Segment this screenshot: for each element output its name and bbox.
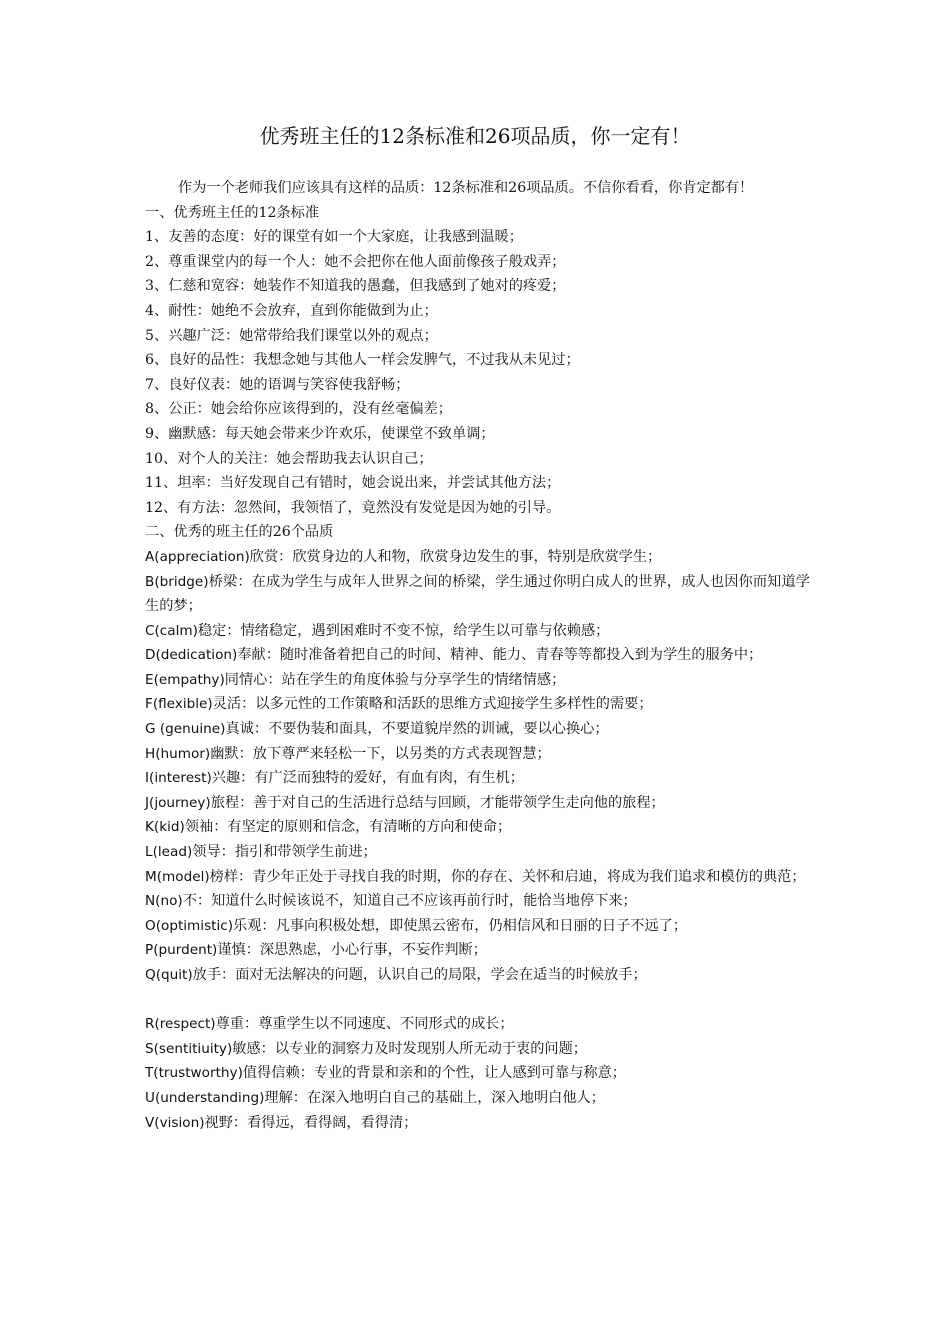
quality-key: C(calm) — [145, 622, 198, 639]
quality-item — [145, 766, 810, 791]
section1-list — [145, 225, 810, 520]
quality-text: 奉献：随时准备着把自己的时间、精神、能力、青春等等都投入到为学生的服务中； — [237, 647, 763, 664]
quality-item — [145, 914, 810, 939]
quality-key: U(understanding) — [145, 1089, 265, 1106]
quality-text: 不：知道什么时候该说不，知道自己不应该再前行时，能恰当地停下来； — [182, 893, 637, 910]
intro-paragraph: 作为一个老师我们应该具有这样的品质：12条标准和26项品质。不信你看看，你肯定都有！ — [178, 180, 754, 196]
quality-key: J(journey) — [145, 794, 211, 811]
quality-key: S(sentitiuity) — [145, 1040, 233, 1057]
standard-item: 2、尊重课堂内的每一个人：她不会把你在他人面前像孩子般戏弄； — [145, 253, 566, 270]
quality-item — [145, 619, 810, 644]
quality-item — [145, 938, 810, 963]
section1-heading: 一、优秀班主任的12条标准 — [145, 204, 320, 221]
quality-key: E(empathy) — [145, 671, 225, 688]
quality-item — [145, 570, 810, 619]
quality-key: L(lead) — [145, 844, 193, 861]
quality-item — [145, 791, 810, 816]
standard-item: 8、公正：她会给你应该得到的，没有丝毫偏差； — [145, 401, 452, 418]
quality-key: H(humor) — [145, 745, 211, 762]
quality-text: 领导：指引和带领学生前进； — [192, 844, 377, 861]
standard-item: 6、良好的品性：我想念她与其他人一样会发脾气，不过我从未见过； — [145, 352, 580, 369]
quality-text: 放手：面对无法解决的问题，认识自己的局限，学会在适当的时候放手； — [192, 967, 647, 983]
quality-item — [145, 692, 810, 717]
standard-item: 1、友善的态度：好的课堂有如一个大家庭，让我感到温暖； — [145, 229, 523, 246]
quality-item — [145, 1086, 810, 1111]
quality-text: 欣赏：欣赏身边的人和物，欣赏身边发生的事，特别是欣赏学生； — [249, 548, 662, 565]
quality-key: V(vision) — [145, 1114, 205, 1131]
standard-item: 4、耐性：她绝不会放弃，直到你能做到为止； — [145, 302, 438, 319]
quality-item — [145, 840, 810, 865]
quality-key: P(purdent) — [145, 942, 218, 959]
quality-text: 视野：看得远，看得阔，看得清； — [204, 1114, 418, 1131]
standard-item: 7、良好仪表：她的语调与笑容使我舒畅； — [145, 376, 410, 393]
blank-line — [145, 988, 810, 1013]
quality-text: 值得信赖：专业的背景和亲和的个性，让人感到可靠与称意； — [242, 1065, 626, 1082]
standard-item: 12、有方法：忽然间，我领悟了，竟然没有发觉是因为她的引导。 — [145, 499, 561, 516]
quality-key: Q(quit) — [145, 967, 193, 983]
quality-item — [145, 889, 810, 914]
quality-text: 真诚：不要伪装和面具，不要道貌岸然的训诫，要以心换心； — [225, 721, 609, 738]
quality-item — [145, 1037, 810, 1062]
quality-text: 理解：在深入地明白自己的基础上，深入地明白他人； — [264, 1089, 605, 1106]
quality-key: F(flexible) — [145, 696, 213, 713]
quality-key: M(model) — [145, 868, 210, 885]
quality-item — [145, 717, 810, 742]
quality-text: 乐观：凡事向积极处想，即使黑云密布，仍相信风和日丽的日子不远了； — [233, 917, 688, 934]
standard-item: 9、幽默感：每天她会带来少许欢乐，使课堂不致单调； — [145, 425, 495, 442]
quality-text: 旅程：善于对自己的生活进行总结与回顾，才能带领学生走向他的旅程； — [210, 794, 665, 811]
quality-key: A(appreciation) — [145, 548, 250, 565]
quality-key: O(optimistic) — [145, 917, 234, 934]
section2-heading: 二、优秀的班主任的26个品质 — [145, 524, 334, 541]
quality-key: G (genuine) — [145, 721, 226, 738]
quality-item — [145, 1012, 810, 1037]
quality-item — [145, 815, 810, 840]
quality-key: D(dedication) — [145, 647, 238, 664]
quality-item — [145, 1111, 810, 1136]
quality-key: R(respect) — [145, 1016, 216, 1033]
quality-item — [145, 668, 810, 693]
document-title: 优秀班主任的12条标准和26项品质，你一定有！ — [259, 124, 691, 148]
quality-item — [145, 1061, 810, 1086]
quality-key: K(kid) — [145, 819, 185, 836]
quality-item — [145, 643, 810, 668]
document-body — [145, 176, 810, 1135]
quality-key: I(interest) — [145, 770, 212, 787]
quality-item — [145, 545, 810, 570]
quality-item — [145, 742, 810, 767]
standard-item: 3、仁慈和宽容：她装作不知道我的愚蠢，但我感到了她对的疼爱； — [145, 278, 566, 295]
quality-key: T(trustworthy) — [145, 1065, 243, 1082]
quality-key: B(bridge) — [145, 573, 209, 590]
standard-item: 5、兴趣广泛：她常带给我们课堂以外的观点； — [145, 327, 438, 344]
quality-text: 同情心：站在学生的角度体验与分享学生的情绪情感； — [224, 671, 566, 688]
quality-text: 兴趣：有广泛而独特的爱好，有血有肉，有生机； — [211, 770, 524, 787]
quality-text: 灵活：以多元性的工作策略和活跃的思维方式迎接学生多样性的需要； — [212, 696, 653, 713]
quality-text: 敏感：以专业的洞察力及时发现别人所无动于衷的问题； — [232, 1040, 587, 1057]
quality-text: 领袖：有坚定的原则和信念，有清晰的方向和使命； — [184, 819, 512, 836]
standard-item: 11、坦率：当好发现自己有错时，她会说出来，并尝试其他方法； — [145, 475, 561, 492]
quality-text: 谨慎：深思熟虑，小心行事，不妄作判断； — [217, 942, 487, 959]
quality-key: N(no) — [145, 893, 183, 910]
quality-text: 幽默：放下尊严来轻松一下，以另类的方式表现智慧； — [210, 745, 551, 762]
quality-text: 榜样：青少年正处于寻找自我的时期，你的存在、关怀和启迪，将成为我们追求和模仿的典范； — [209, 868, 806, 885]
quality-text: 桥梁：在成为学生与成年人世界之间的桥梁，学生通过你明白成人的世界，成人也因你而知道学生的梦； — [145, 573, 810, 615]
quality-text: 尊重：尊重学生以不同速度、不同形式的成长； — [215, 1016, 514, 1033]
quality-item — [145, 865, 810, 890]
quality-text: 稳定：情绪稳定，遇到困难时不变不惊，给学生以可靠与依赖感； — [197, 622, 610, 639]
section2-list — [145, 545, 810, 1135]
quality-item — [145, 963, 810, 988]
standard-item: 10、对个人的关注：她会帮助我去认识自己； — [145, 450, 433, 467]
